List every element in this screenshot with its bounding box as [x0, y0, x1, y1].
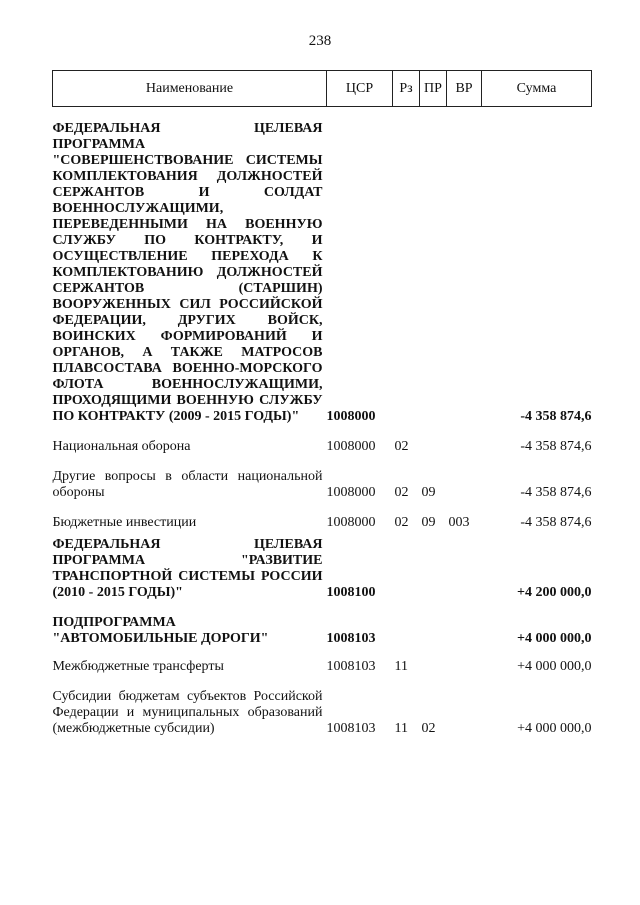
header-name: Наименование — [53, 71, 327, 107]
row-vr — [447, 689, 482, 737]
table-row — [53, 689, 592, 737]
table-row — [53, 615, 592, 647]
row-name: ФЕДЕРАЛЬНАЯ ЦЕЛЕВАЯ ПРОГРАММА "РАЗВИТИЕ ТРАНСПОРТНОЙ СИСТЕМЫ РОССИИ (2010 - 2015 ГОДЫ)" — [52, 537, 323, 600]
row-csr: 1008100 — [326, 585, 376, 600]
row-name: Национальная оборона — [52, 439, 191, 454]
budget-table — [52, 70, 592, 737]
row-sum: -4 358 874,6 — [520, 439, 592, 454]
table-row — [53, 659, 592, 675]
row-csr: 1008000 — [326, 439, 376, 454]
row-sum: -4 358 874,6 — [520, 409, 592, 424]
row-name: Межбюджетные трансферты — [52, 659, 224, 674]
row-vr — [447, 439, 482, 455]
row-vr — [447, 659, 482, 675]
page-number: 238 — [308, 33, 332, 49]
header-sum: Сумма — [482, 71, 592, 107]
row-pr — [420, 121, 447, 425]
row-rz: 11 — [394, 659, 408, 674]
row-name: ПОДПРОГРАММА "АВТОМОБИЛЬНЫЕ ДОРОГИ" — [52, 615, 269, 646]
table-row — [53, 439, 592, 455]
row-pr: 02 — [421, 721, 436, 736]
row-rz: 02 — [394, 439, 409, 454]
header-pr: ПР — [420, 71, 447, 107]
header-vr: ВР — [447, 71, 482, 107]
row-pr — [420, 659, 447, 675]
row-csr: 1008103 — [326, 721, 376, 736]
row-sum: +4 200 000,0 — [517, 585, 592, 600]
table-row — [53, 515, 592, 531]
row-name: Другие вопросы в области национальной обороны — [52, 469, 323, 500]
row-sum: -4 358 874,6 — [520, 485, 592, 500]
row-pr — [420, 537, 447, 601]
row-vr — [447, 469, 482, 501]
row-csr: 1008103 — [326, 631, 376, 646]
row-pr: 09 — [421, 485, 436, 500]
row-sum: -4 358 874,6 — [520, 515, 592, 530]
header-rz: Рз — [393, 71, 420, 107]
row-rz: 02 — [394, 485, 409, 500]
row-vr — [447, 615, 482, 647]
row-csr: 1008000 — [326, 485, 376, 500]
row-vr — [447, 537, 482, 601]
row-rz: 11 — [394, 721, 408, 736]
table-row — [53, 121, 592, 425]
row-sum: +4 000 000,0 — [517, 721, 592, 736]
header-csr: ЦСР — [327, 71, 393, 107]
row-vr: 003 — [448, 515, 470, 530]
row-csr: 1008000 — [326, 515, 376, 530]
row-sum: +4 000 000,0 — [517, 659, 592, 674]
row-pr: 09 — [421, 515, 436, 530]
table-row — [53, 469, 592, 501]
row-sum: +4 000 000,0 — [517, 631, 592, 646]
row-name: Бюджетные инвестиции — [52, 515, 197, 530]
row-pr — [420, 439, 447, 455]
row-rz: 02 — [394, 515, 409, 530]
row-name: Субсидии бюджетам субъектов Российской Федерации и муниципальных образований (межбюджетные субсидии) — [52, 689, 323, 736]
row-name: ФЕДЕРАЛЬНАЯ ЦЕЛЕВАЯ ПРОГРАММА "СОВЕРШЕНСТВОВАНИЕ СИСТЕМЫ КОМПЛЕКТОВАНИЯ ДОЛЖНОСТЕЙ СЕРЖАНТОВ И СОЛДАТ ВОЕННОСЛУЖАЩИМИ, ПЕРЕВЕДЕННЫМИ НА ВОЕННУЮ СЛУЖБУ ПО КОНТРАКТУ, И ОСУЩЕСТВЛЕНИЕ ПЕРЕХОДА К КОМПЛЕКТОВАНИЮ ДОЛЖНОСТЕЙ СЕРЖАНТОВ (СТАРШИН) ВООРУЖЕННЫХ СИЛ РОССИЙСКОЙ ФЕДЕРАЦИИ, ДРУГИХ ВОЙСК, ВОИНСКИХ ФОРМИРОВАНИЙ И ОРГАНОВ, А ТАКЖЕ МАТРОСОВ ПЛАВСОСТАВА ВОЕННО-МОРСКОГО ФЛОТА ВОЕННОСЛУЖАЩИМИ, ПРОХОДЯЩИМИ ВОЕННУЮ СЛУЖБУ ПО КОНТРАКТУ (2009 - 2015 ГОДЫ)" — [52, 121, 323, 424]
table-header-row — [53, 71, 592, 107]
row-pr — [420, 615, 447, 647]
row-rz — [393, 537, 420, 601]
row-vr — [447, 121, 482, 425]
row-csr: 1008103 — [326, 659, 376, 674]
table-row — [53, 537, 592, 601]
row-rz — [393, 121, 420, 425]
row-csr: 1008000 — [326, 409, 376, 424]
row-rz — [393, 615, 420, 647]
